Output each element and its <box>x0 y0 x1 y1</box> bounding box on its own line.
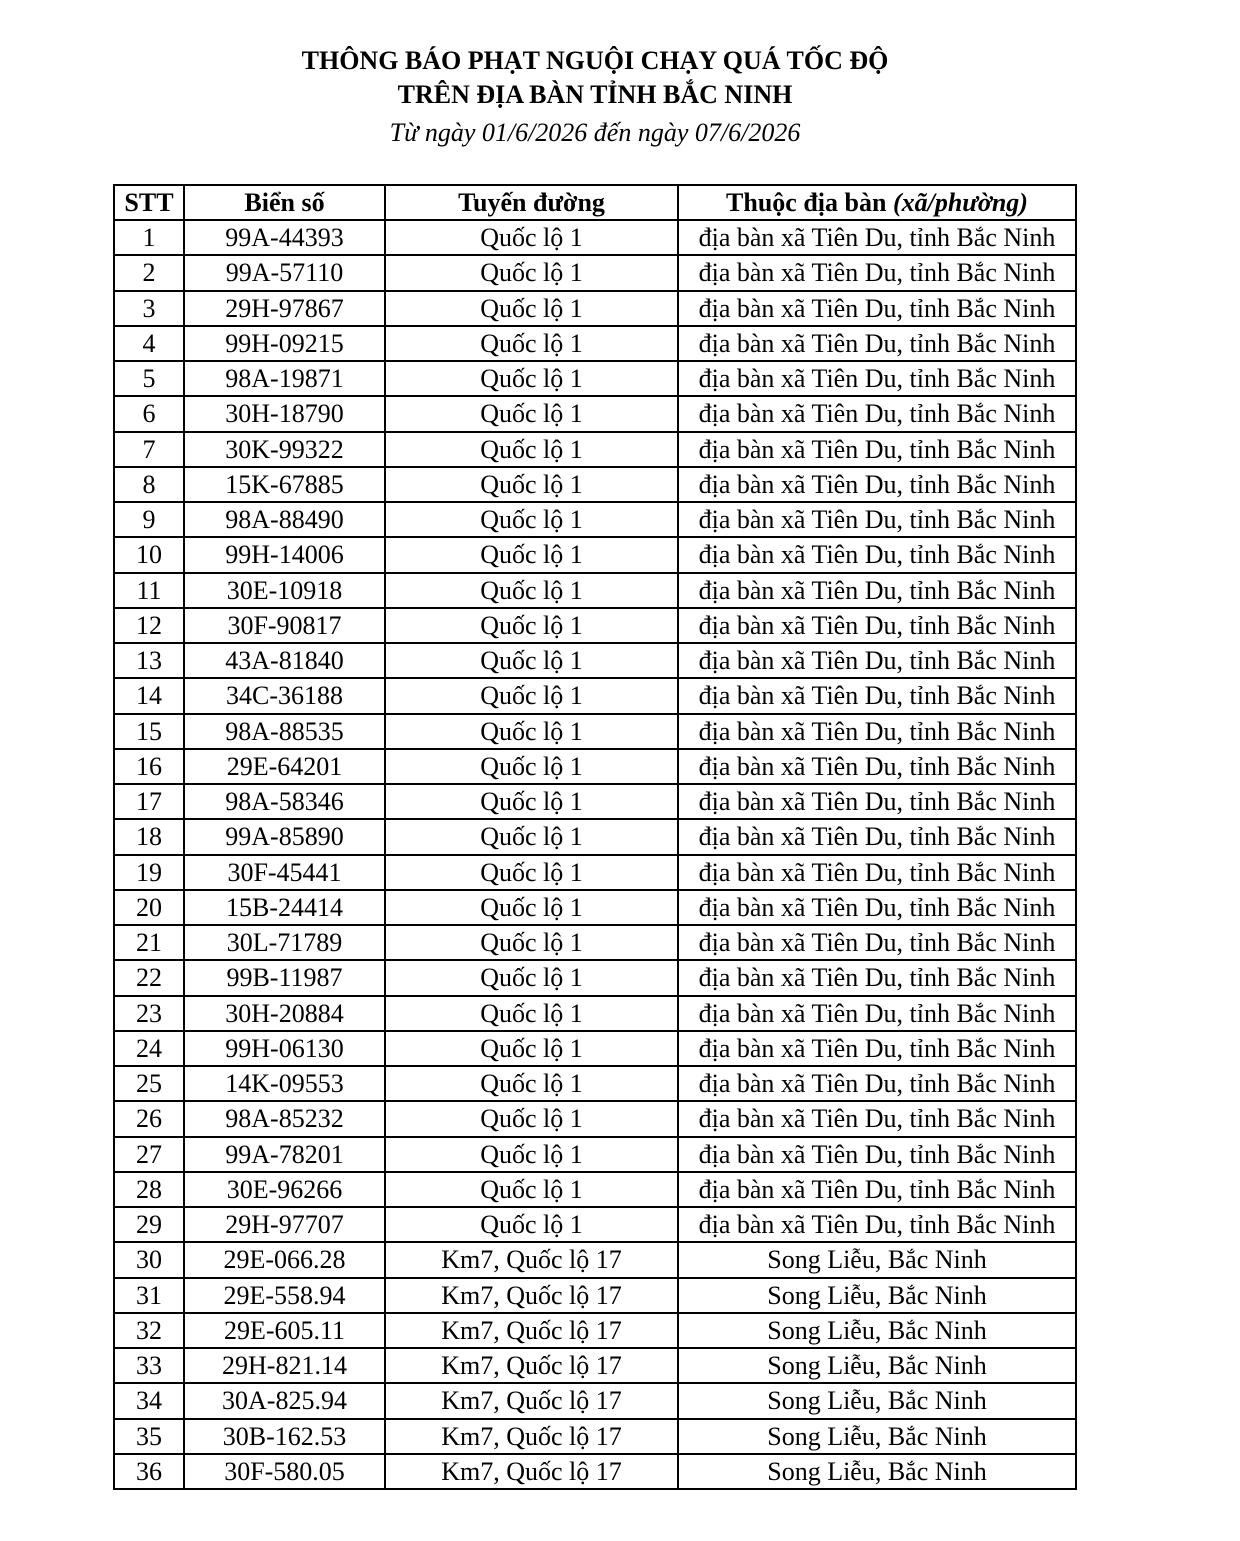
row-road: Quốc lộ 1 <box>385 608 678 643</box>
row-stt: 5 <box>114 361 184 396</box>
table-row <box>114 1066 1076 1101</box>
row-stt: 14 <box>114 678 184 713</box>
row-area: địa bàn xã Tiên Du, tỉnh Bắc Ninh <box>678 220 1076 255</box>
row-plate: 30H-18790 <box>184 396 385 431</box>
row-area: địa bàn xã Tiên Du, tỉnh Bắc Ninh <box>678 1101 1076 1136</box>
row-stt: 28 <box>114 1172 184 1207</box>
table-row <box>114 925 1076 960</box>
row-stt: 25 <box>114 1066 184 1101</box>
row-road: Km7, Quốc lộ 17 <box>385 1454 678 1489</box>
row-plate: 30B-162.53 <box>184 1419 385 1454</box>
row-area: địa bàn xã Tiên Du, tỉnh Bắc Ninh <box>678 537 1076 572</box>
table-row <box>114 255 1076 290</box>
table-row <box>114 432 1076 467</box>
row-plate: 99B-11987 <box>184 960 385 995</box>
row-area: địa bàn xã Tiên Du, tỉnh Bắc Ninh <box>678 714 1076 749</box>
row-stt: 36 <box>114 1454 184 1489</box>
table-row <box>114 396 1076 431</box>
row-road: Quốc lộ 1 <box>385 467 678 502</box>
row-road: Quốc lộ 1 <box>385 1101 678 1136</box>
row-area: địa bàn xã Tiên Du, tỉnh Bắc Ninh <box>678 1172 1076 1207</box>
row-road: Quốc lộ 1 <box>385 960 678 995</box>
title-line-2: TRÊN ĐỊA BÀN TỈNH BẮC NINH <box>397 80 793 109</box>
table-row <box>114 784 1076 819</box>
row-plate: 30E-96266 <box>184 1172 385 1207</box>
row-road: Quốc lộ 1 <box>385 255 678 290</box>
row-stt: 30 <box>114 1242 184 1277</box>
row-stt: 34 <box>114 1383 184 1418</box>
row-area: địa bàn xã Tiên Du, tỉnh Bắc Ninh <box>678 432 1076 467</box>
row-plate: 30F-90817 <box>184 608 385 643</box>
table-row <box>114 361 1076 396</box>
row-area: Song Liễu, Bắc Ninh <box>678 1278 1076 1313</box>
row-plate: 99H-14006 <box>184 537 385 572</box>
table-row <box>114 1454 1076 1489</box>
row-area: địa bàn xã Tiên Du, tỉnh Bắc Ninh <box>678 361 1076 396</box>
row-stt: 10 <box>114 537 184 572</box>
table-row <box>114 1172 1076 1207</box>
row-road: Quốc lộ 1 <box>385 1031 678 1066</box>
row-area: địa bàn xã Tiên Du, tỉnh Bắc Ninh <box>678 855 1076 890</box>
table-row <box>114 1137 1076 1172</box>
row-plate: 99A-44393 <box>184 220 385 255</box>
row-stt: 23 <box>114 996 184 1031</box>
row-road: Quốc lộ 1 <box>385 537 678 572</box>
row-plate: 30F-45441 <box>184 855 385 890</box>
row-area: địa bàn xã Tiên Du, tỉnh Bắc Ninh <box>678 1031 1076 1066</box>
row-road: Quốc lộ 1 <box>385 502 678 537</box>
table-row <box>114 1207 1076 1242</box>
row-road: Quốc lộ 1 <box>385 291 678 326</box>
row-plate: 99A-78201 <box>184 1137 385 1172</box>
row-plate: 99H-09215 <box>184 326 385 361</box>
row-area: địa bàn xã Tiên Du, tỉnh Bắc Ninh <box>678 502 1076 537</box>
row-plate: 34C-36188 <box>184 678 385 713</box>
row-road: Quốc lộ 1 <box>385 643 678 678</box>
row-plate: 30F-580.05 <box>184 1454 385 1489</box>
date-range-subtitle: Từ ngày 01/6/2026 đến ngày 07/6/2026 <box>389 118 801 147</box>
row-plate: 99H-06130 <box>184 1031 385 1066</box>
row-area: địa bàn xã Tiên Du, tỉnh Bắc Ninh <box>678 255 1076 290</box>
row-stt: 7 <box>114 432 184 467</box>
table-row <box>114 467 1076 502</box>
row-road: Km7, Quốc lộ 17 <box>385 1242 678 1277</box>
row-road: Km7, Quốc lộ 17 <box>385 1383 678 1418</box>
row-stt: 26 <box>114 1101 184 1136</box>
row-area: địa bàn xã Tiên Du, tỉnh Bắc Ninh <box>678 749 1076 784</box>
row-plate: 29H-821.14 <box>184 1348 385 1383</box>
row-stt: 12 <box>114 608 184 643</box>
row-plate: 29E-558.94 <box>184 1278 385 1313</box>
table-row <box>114 996 1076 1031</box>
row-plate: 30A-825.94 <box>184 1383 385 1418</box>
row-area: Song Liễu, Bắc Ninh <box>678 1454 1076 1489</box>
row-stt: 29 <box>114 1207 184 1242</box>
table-row <box>114 678 1076 713</box>
row-stt: 11 <box>114 573 184 608</box>
row-road: Quốc lộ 1 <box>385 784 678 819</box>
table-row <box>114 1031 1076 1066</box>
row-area: địa bàn xã Tiên Du, tỉnh Bắc Ninh <box>678 1137 1076 1172</box>
row-stt: 22 <box>114 960 184 995</box>
table-row <box>114 291 1076 326</box>
row-plate: 99A-57110 <box>184 255 385 290</box>
row-plate: 99A-85890 <box>184 819 385 854</box>
table-row <box>114 1383 1076 1418</box>
row-stt: 33 <box>114 1348 184 1383</box>
table-row <box>114 643 1076 678</box>
row-road: Quốc lộ 1 <box>385 1207 678 1242</box>
row-stt: 16 <box>114 749 184 784</box>
table-row <box>114 537 1076 572</box>
row-area: địa bàn xã Tiên Du, tỉnh Bắc Ninh <box>678 326 1076 361</box>
row-road: Quốc lộ 1 <box>385 1137 678 1172</box>
table-row <box>114 220 1076 255</box>
row-plate: 30K-99322 <box>184 432 385 467</box>
row-stt: 13 <box>114 643 184 678</box>
row-road: Quốc lộ 1 <box>385 396 678 431</box>
row-area: địa bàn xã Tiên Du, tỉnh Bắc Ninh <box>678 819 1076 854</box>
table-body <box>114 220 1076 1489</box>
row-stt: 35 <box>114 1419 184 1454</box>
table-row <box>114 502 1076 537</box>
row-road: Quốc lộ 1 <box>385 1172 678 1207</box>
row-stt: 2 <box>114 255 184 290</box>
row-plate: 30L-71789 <box>184 925 385 960</box>
row-plate: 15K-67885 <box>184 467 385 502</box>
row-area: địa bàn xã Tiên Du, tỉnh Bắc Ninh <box>678 678 1076 713</box>
row-area: địa bàn xã Tiên Du, tỉnh Bắc Ninh <box>678 291 1076 326</box>
table-header-row <box>114 185 1076 220</box>
row-road: Km7, Quốc lộ 17 <box>385 1348 678 1383</box>
table-row <box>114 1101 1076 1136</box>
row-plate: 98A-88535 <box>184 714 385 749</box>
row-stt: 3 <box>114 291 184 326</box>
row-road: Km7, Quốc lộ 17 <box>385 1313 678 1348</box>
row-road: Quốc lộ 1 <box>385 361 678 396</box>
row-area: địa bàn xã Tiên Du, tỉnh Bắc Ninh <box>678 925 1076 960</box>
row-area: địa bàn xã Tiên Du, tỉnh Bắc Ninh <box>678 1066 1076 1101</box>
row-road: Quốc lộ 1 <box>385 996 678 1031</box>
table-row <box>114 819 1076 854</box>
row-plate: 29E-64201 <box>184 749 385 784</box>
row-stt: 18 <box>114 819 184 854</box>
row-stt: 1 <box>114 220 184 255</box>
table-row <box>114 890 1076 925</box>
table-row <box>114 326 1076 361</box>
row-plate: 29E-066.28 <box>184 1242 385 1277</box>
document-header <box>0 44 1190 150</box>
row-road: Quốc lộ 1 <box>385 432 678 467</box>
row-plate: 29E-605.11 <box>184 1313 385 1348</box>
row-stt: 27 <box>114 1137 184 1172</box>
row-road: Quốc lộ 1 <box>385 819 678 854</box>
row-plate: 98A-85232 <box>184 1101 385 1136</box>
row-road: Quốc lộ 1 <box>385 1066 678 1101</box>
row-area: Song Liễu, Bắc Ninh <box>678 1313 1076 1348</box>
row-road: Quốc lộ 1 <box>385 925 678 960</box>
row-road: Quốc lộ 1 <box>385 678 678 713</box>
row-area: địa bàn xã Tiên Du, tỉnh Bắc Ninh <box>678 996 1076 1031</box>
table-row <box>114 608 1076 643</box>
row-area: địa bàn xã Tiên Du, tỉnh Bắc Ninh <box>678 643 1076 678</box>
row-stt: 32 <box>114 1313 184 1348</box>
row-area: địa bàn xã Tiên Du, tỉnh Bắc Ninh <box>678 784 1076 819</box>
row-road: Quốc lộ 1 <box>385 220 678 255</box>
row-area: địa bàn xã Tiên Du, tỉnh Bắc Ninh <box>678 890 1076 925</box>
table-row <box>114 714 1076 749</box>
row-plate: 98A-19871 <box>184 361 385 396</box>
violation-table <box>113 184 1077 1490</box>
row-area: Song Liễu, Bắc Ninh <box>678 1419 1076 1454</box>
row-stt: 8 <box>114 467 184 502</box>
table-row <box>114 960 1076 995</box>
row-plate: 43A-81840 <box>184 643 385 678</box>
header-road: Tuyến đường <box>385 185 678 220</box>
row-plate: 30E-10918 <box>184 573 385 608</box>
header-plate: Biển số <box>184 185 385 220</box>
row-area: địa bàn xã Tiên Du, tỉnh Bắc Ninh <box>678 467 1076 502</box>
header-area <box>678 185 1076 220</box>
row-stt: 21 <box>114 925 184 960</box>
row-road: Quốc lộ 1 <box>385 714 678 749</box>
table-row <box>114 1242 1076 1277</box>
row-road: Quốc lộ 1 <box>385 890 678 925</box>
row-area: địa bàn xã Tiên Du, tỉnh Bắc Ninh <box>678 608 1076 643</box>
row-stt: 31 <box>114 1278 184 1313</box>
row-plate: 29H-97867 <box>184 291 385 326</box>
header-area-label: Thuộc địa bàn <box>726 188 887 217</box>
row-road: Quốc lộ 1 <box>385 855 678 890</box>
table-row <box>114 1419 1076 1454</box>
row-stt: 4 <box>114 326 184 361</box>
row-plate: 98A-58346 <box>184 784 385 819</box>
row-area: địa bàn xã Tiên Du, tỉnh Bắc Ninh <box>678 960 1076 995</box>
row-plate: 98A-88490 <box>184 502 385 537</box>
row-area: địa bàn xã Tiên Du, tỉnh Bắc Ninh <box>678 1207 1076 1242</box>
row-stt: 20 <box>114 890 184 925</box>
title-line-1: THÔNG BÁO PHẠT NGUỘI CHẠY QUÁ TỐC ĐỘ <box>301 46 889 75</box>
row-area: Song Liễu, Bắc Ninh <box>678 1348 1076 1383</box>
row-stt: 9 <box>114 502 184 537</box>
row-plate: 14K-09553 <box>184 1066 385 1101</box>
row-road: Km7, Quốc lộ 17 <box>385 1419 678 1454</box>
row-area: Song Liễu, Bắc Ninh <box>678 1383 1076 1418</box>
row-stt: 17 <box>114 784 184 819</box>
row-area: Song Liễu, Bắc Ninh <box>678 1242 1076 1277</box>
row-stt: 15 <box>114 714 184 749</box>
row-area: địa bàn xã Tiên Du, tỉnh Bắc Ninh <box>678 396 1076 431</box>
row-road: Quốc lộ 1 <box>385 326 678 361</box>
row-road: Quốc lộ 1 <box>385 749 678 784</box>
row-area: địa bàn xã Tiên Du, tỉnh Bắc Ninh <box>678 573 1076 608</box>
table-row <box>114 1348 1076 1383</box>
table-row <box>114 1313 1076 1348</box>
row-stt: 6 <box>114 396 184 431</box>
row-plate: 30H-20884 <box>184 996 385 1031</box>
row-road: Km7, Quốc lộ 17 <box>385 1278 678 1313</box>
table-row <box>114 855 1076 890</box>
table-row <box>114 1278 1076 1313</box>
header-stt: STT <box>114 185 184 220</box>
row-stt: 24 <box>114 1031 184 1066</box>
header-area-note: (xã/phường) <box>892 188 1028 217</box>
table-row <box>114 573 1076 608</box>
table-row <box>114 749 1076 784</box>
row-road: Quốc lộ 1 <box>385 573 678 608</box>
row-stt: 19 <box>114 855 184 890</box>
row-plate: 15B-24414 <box>184 890 385 925</box>
row-plate: 29H-97707 <box>184 1207 385 1242</box>
